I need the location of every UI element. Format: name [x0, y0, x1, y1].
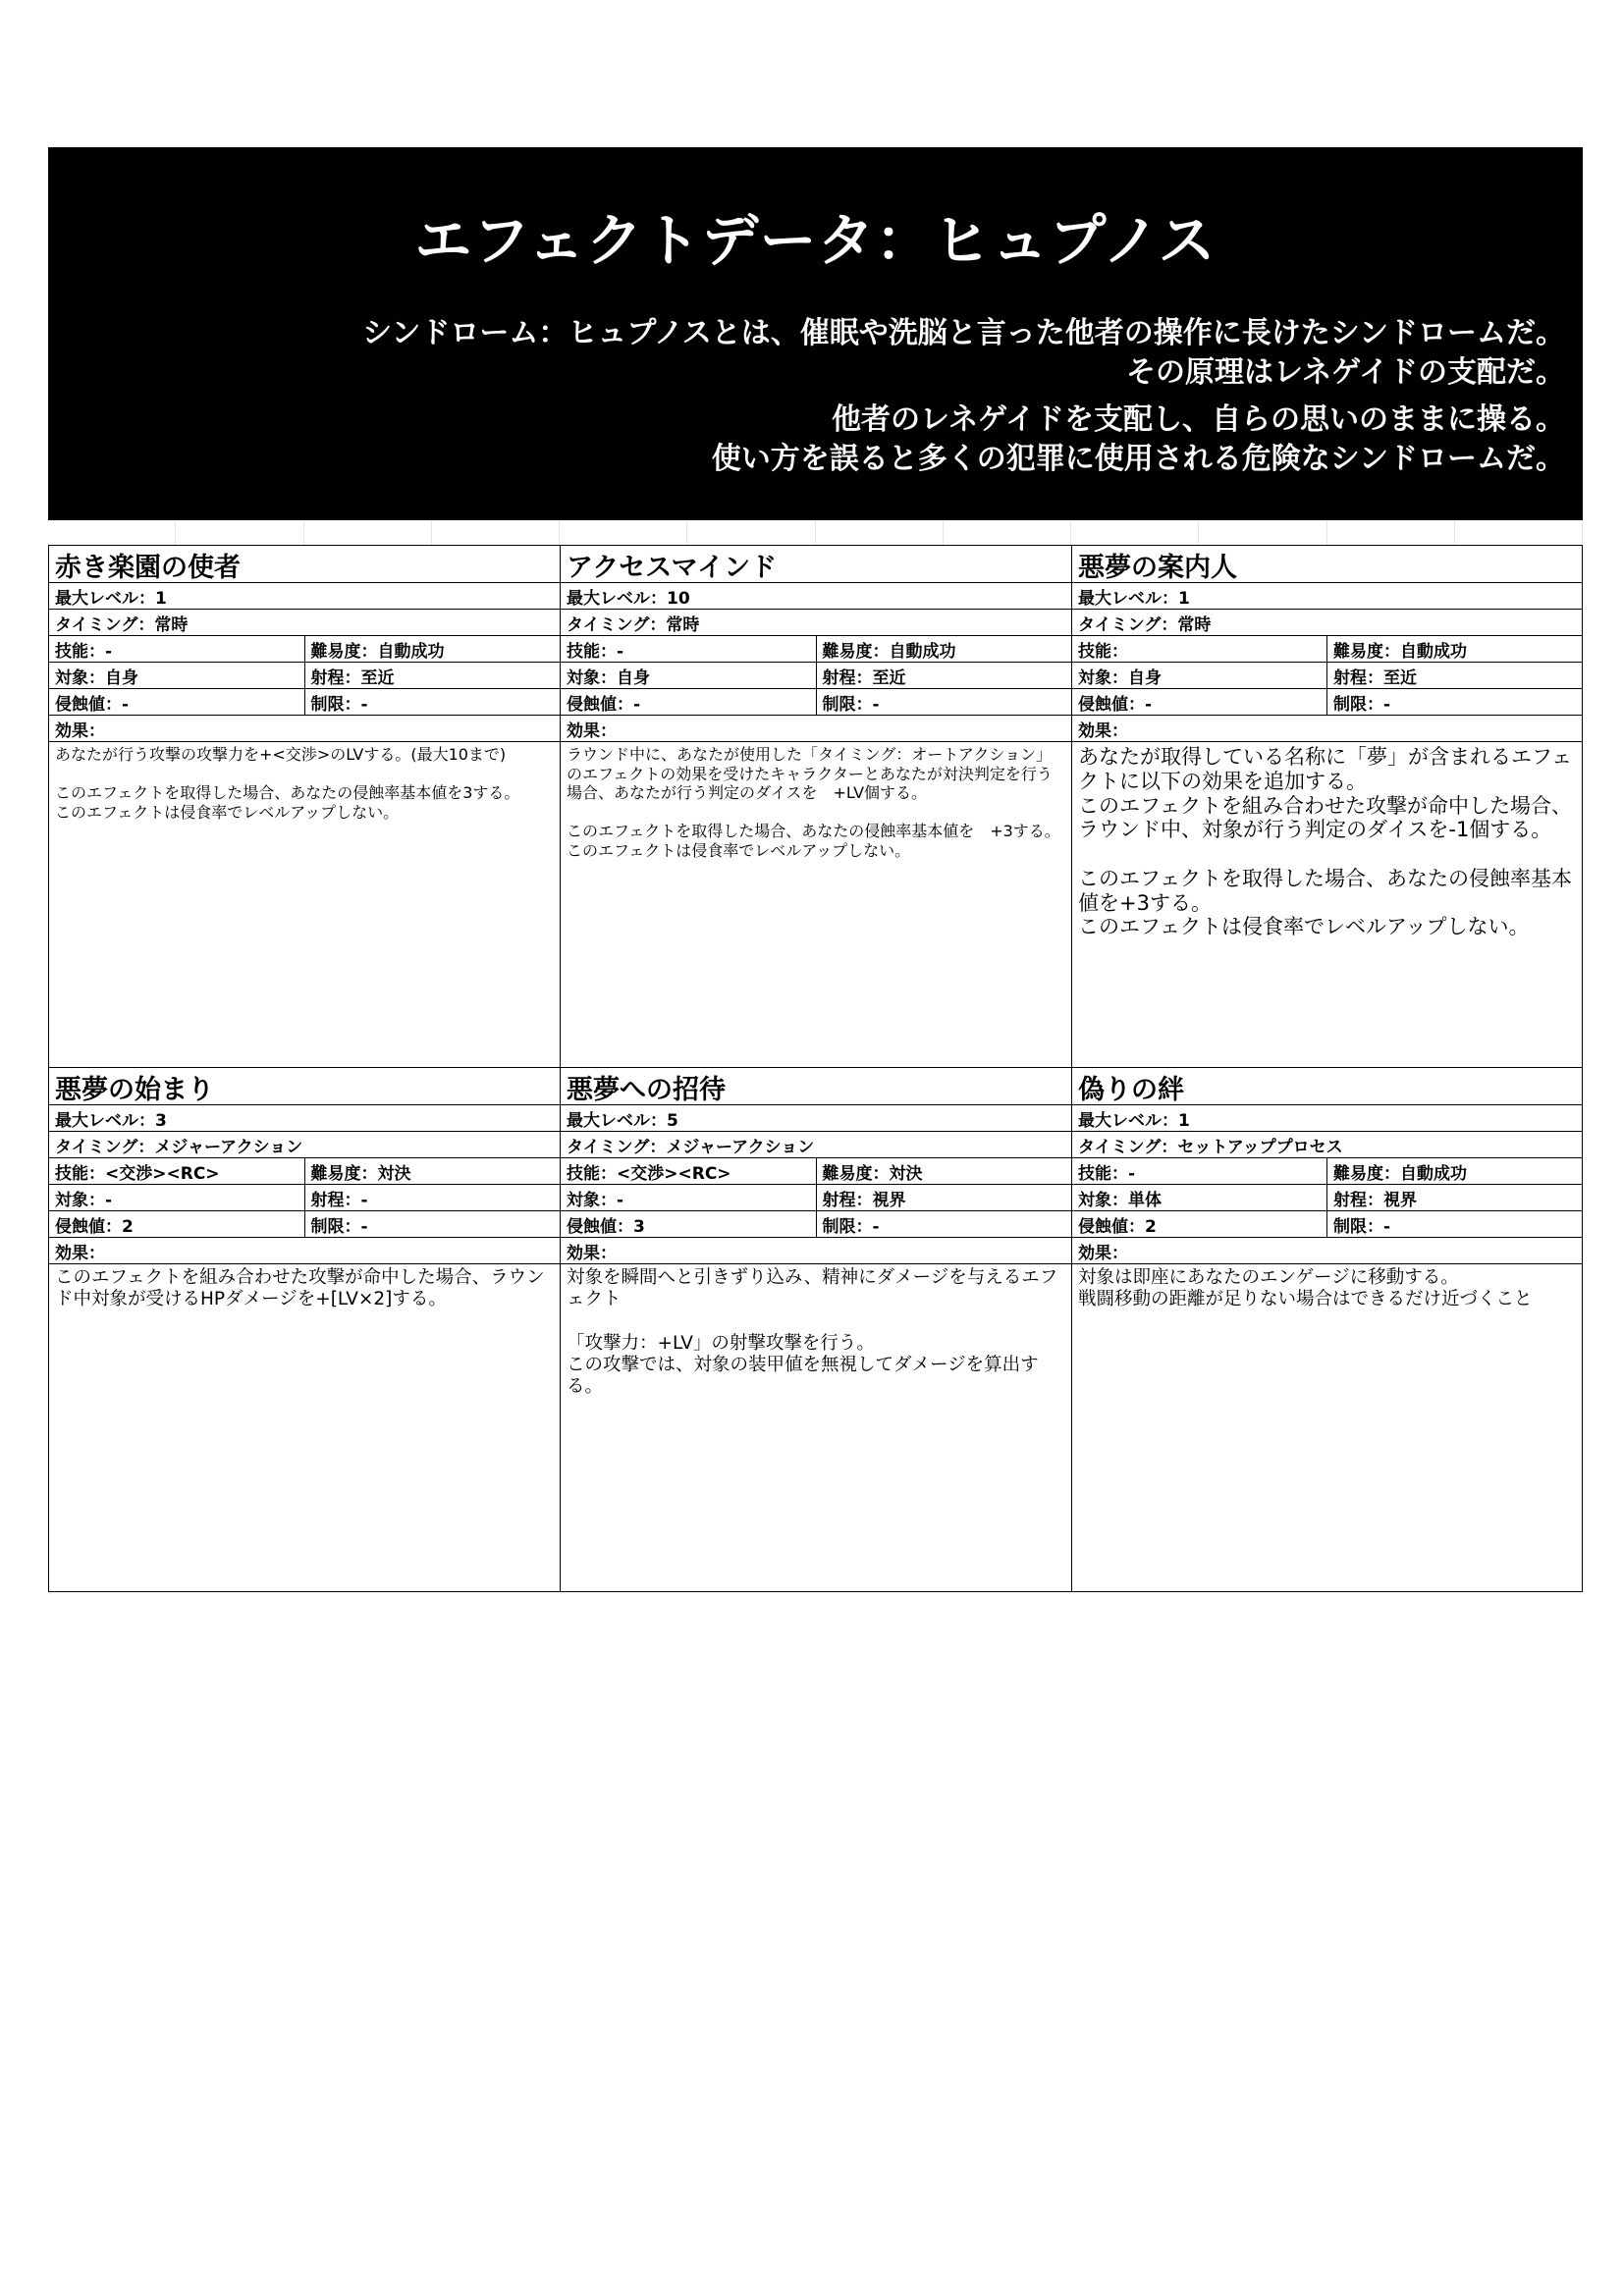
limit: 制限：- — [310, 1216, 368, 1237]
skill-difficulty-row — [561, 1158, 1071, 1185]
page-title: エフェクトデータ：ヒュプノス — [414, 207, 1217, 274]
skill: 技能： — [1072, 636, 1327, 662]
skill: 技能：- — [49, 636, 305, 662]
max-level: 最大レベル：1 — [1072, 583, 1582, 610]
erosion-limit-row — [49, 689, 560, 716]
faint-grid-lines — [48, 520, 1583, 545]
description-line: その原理はレネゲイドの支配だ。 — [1126, 354, 1565, 390]
effect-text: ラウンド中に、あなたが使用した「タイミング：オートアクション」のエフェクトの効果を受けたキャラクターとあなたが対決判定を行う場合、あなたが行う判定のダイスを +LV個する。 このエフェクトを取得した場合、あなたの侵蝕率基本値を +3する。 このエフェクトは侵食率でレベルアップしない。 — [567, 745, 1060, 860]
skill-difficulty-row — [1072, 1158, 1582, 1185]
effect-label: 効果： — [49, 1238, 560, 1264]
effect-card — [48, 1067, 561, 1592]
description-line: 使い方を誤ると多くの犯罪に使用される危険なシンドロームだ。 — [711, 441, 1565, 476]
effect-text: あなたが取得している名称に「夢」が含まれるエフェクトに以下の効果を追加する。 このエフェクトを組み合わせた攻撃が命中した場合、ラウンド中、対象が行う判定のダイスを-1個する。 このエフェクトを取得した場合、あなたの侵蝕率基本値を+3する。 このエフェクトは侵食率でレベルアップしない。 — [1078, 745, 1572, 939]
limit: 制限：- — [1333, 694, 1391, 715]
target-range-row — [1072, 663, 1582, 689]
effect-label: 効果： — [49, 716, 560, 742]
limit: 制限：- — [1333, 1216, 1391, 1237]
max-level: 最大レベル：1 — [49, 583, 560, 610]
effect-label: 効果： — [561, 716, 1071, 742]
erosion-limit-row — [561, 689, 1071, 716]
syndrome-description — [362, 314, 1565, 479]
erosion-limit-row — [561, 1211, 1071, 1238]
target: 対象：- — [561, 1185, 817, 1210]
erosion: 侵蝕値：- — [561, 689, 817, 715]
limit: 制限：- — [822, 1216, 880, 1237]
timing: タイミング：メジャーアクション — [49, 1132, 560, 1158]
target: 対象：- — [49, 1185, 305, 1210]
timing: タイミング：常時 — [49, 610, 560, 636]
difficulty: 難易度：自動成功 — [822, 641, 956, 662]
skill: 技能：<交渉><RC> — [49, 1158, 305, 1184]
effect-text: あなたが行う攻撃の攻撃力を+<交渉>のLVする。(最大10まで) このエフェクトを取得した場合、あなたの侵蝕率基本値を3する。 このエフェクトは侵食率でレベルアップしない。 — [55, 745, 520, 822]
effect-card — [560, 1067, 1072, 1592]
target: 対象：自身 — [561, 663, 817, 688]
range: 射程：至近 — [822, 667, 906, 688]
erosion: 侵蝕値：2 — [1072, 1211, 1327, 1237]
effect-text: 対象は即座にあなたのエンゲージに移動する。 戦闘移動の距離が足りない場合はできるだけ近づくこと — [1078, 1267, 1533, 1310]
max-level: 最大レベル：10 — [561, 583, 1071, 610]
skill-difficulty-row — [1072, 636, 1582, 663]
target-range-row — [1072, 1185, 1582, 1211]
erosion-limit-row — [1072, 1211, 1582, 1238]
erosion: 侵蝕値：- — [1072, 689, 1327, 715]
description-line: シンドローム：ヒュプノスとは、催眠や洗脳と言った他者の操作に長けたシンドロームだ。 — [362, 316, 1565, 350]
effect-name: 悪夢の始まり — [49, 1068, 560, 1105]
effect-name: アクセスマインド — [561, 546, 1071, 583]
effect-name: 悪夢の案内人 — [1072, 546, 1582, 583]
timing: タイミング：メジャーアクション — [561, 1132, 1071, 1158]
timing: タイミング：セットアッププロセス — [1072, 1132, 1582, 1158]
difficulty: 難易度：自動成功 — [310, 641, 445, 662]
effect-name: 赤き楽園の使者 — [49, 546, 560, 583]
target: 対象：単体 — [1072, 1185, 1327, 1210]
skill-difficulty-row — [49, 1158, 560, 1185]
timing: タイミング：常時 — [561, 610, 1071, 636]
target: 対象：自身 — [1072, 663, 1327, 688]
difficulty: 難易度：自動成功 — [1333, 641, 1467, 662]
target-range-row — [49, 663, 560, 689]
max-level: 最大レベル：5 — [561, 1105, 1071, 1132]
max-level: 最大レベル：1 — [1072, 1105, 1582, 1132]
skill: 技能：- — [561, 636, 817, 662]
header-banner — [48, 147, 1583, 520]
effect-label: 効果： — [561, 1238, 1071, 1264]
target: 対象：自身 — [49, 663, 305, 688]
timing: タイミング：常時 — [1072, 610, 1582, 636]
range: 射程：至近 — [1333, 667, 1417, 688]
effect-name: 偽りの絆 — [1072, 1068, 1582, 1105]
difficulty: 難易度：対決 — [310, 1163, 411, 1184]
target-range-row — [561, 663, 1071, 689]
range: 射程：- — [310, 1190, 368, 1210]
target-range-row — [49, 1185, 560, 1211]
limit: 制限：- — [822, 694, 880, 715]
max-level: 最大レベル：3 — [49, 1105, 560, 1132]
skill: 技能：- — [1072, 1158, 1327, 1184]
effect-card — [48, 545, 561, 1068]
range: 射程：至近 — [310, 667, 395, 688]
skill-difficulty-row — [561, 636, 1071, 663]
range: 射程：視界 — [822, 1190, 906, 1210]
limit: 制限：- — [310, 694, 368, 715]
range: 射程：視界 — [1333, 1190, 1417, 1210]
effect-text: 対象を瞬間へと引きずり込み、精神にダメージを与えるエフェクト 「攻撃力：+LV」の射撃攻撃を行う。 この攻撃では、対象の装甲値を無視してダメージを算出する。 — [567, 1267, 1058, 1397]
skill-difficulty-row — [49, 636, 560, 663]
erosion: 侵蝕値：2 — [49, 1211, 305, 1237]
effect-card — [1071, 1067, 1583, 1592]
effect-card — [1071, 545, 1583, 1068]
erosion: 侵蝕値：- — [49, 689, 305, 715]
effect-name: 悪夢への招待 — [561, 1068, 1071, 1105]
skill: 技能：<交渉><RC> — [561, 1158, 817, 1184]
effect-text: このエフェクトを組み合わせた攻撃が命中した場合、ラウンド中対象が受けるHPダメージを+[LV×2]する。 — [55, 1267, 545, 1310]
description-line: 他者のレネゲイドを支配し、自らの思いのままに操る。 — [832, 401, 1565, 437]
difficulty: 難易度：対決 — [822, 1163, 923, 1184]
erosion-limit-row — [49, 1211, 560, 1238]
difficulty: 難易度：自動成功 — [1333, 1163, 1467, 1184]
erosion: 侵蝕値：3 — [561, 1211, 817, 1237]
effect-label: 効果： — [1072, 1238, 1582, 1264]
effect-label: 効果： — [1072, 716, 1582, 742]
target-range-row — [561, 1185, 1071, 1211]
effect-card — [560, 545, 1072, 1068]
erosion-limit-row — [1072, 689, 1582, 716]
